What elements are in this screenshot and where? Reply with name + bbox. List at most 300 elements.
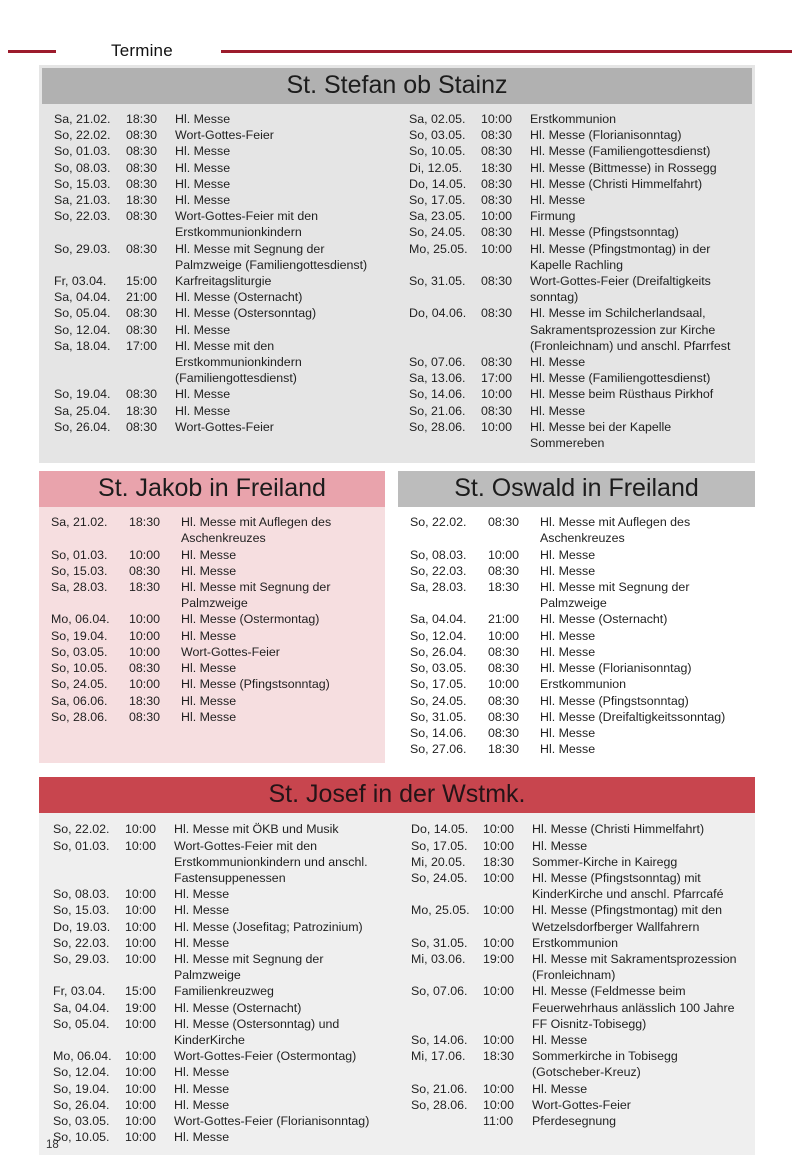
schedule-entry (53, 935, 389, 951)
entry-date: So, 03.05. (51, 644, 108, 659)
entry-time: 21:00 (126, 290, 158, 305)
entry-date: So, 22.02. (410, 515, 467, 530)
entry-date: Sa, 21.03. (54, 193, 111, 208)
entry-event: Hl. Messe (174, 1097, 230, 1112)
entry-event: Hl. Messe beim Rüsthaus Pirkhof (530, 387, 714, 402)
entry-date: So, 28.06. (51, 709, 108, 724)
entry-event: Hl. Messe (Pfingstsonntag) (181, 677, 330, 692)
entry-time: 18:30 (129, 515, 161, 530)
entry-time: 08:30 (129, 661, 161, 676)
entry-time: 15:00 (125, 984, 157, 999)
schedule-entry (53, 1000, 389, 1016)
entry-time: 18:30 (126, 193, 158, 208)
entry-date: So, 12.04. (410, 628, 467, 643)
entry-event: Hl. Messe (175, 193, 231, 208)
entry-time: 19:00 (125, 1000, 157, 1015)
entry-event: Hl. Messe (174, 935, 230, 950)
section-title-st-stefan: St. Stefan ob Stainz (42, 68, 752, 104)
st-josef-right-column (397, 813, 755, 1155)
schedule-entry (51, 579, 379, 611)
entry-date: So, 31.05. (411, 935, 468, 950)
entry-time: 10:00 (483, 838, 515, 853)
schedule-entry (51, 709, 379, 725)
schedule-entry (410, 563, 749, 579)
entry-time: 18:30 (483, 854, 515, 869)
entry-date: So, 08.03. (54, 160, 111, 175)
entry-date: Do, 19.03. (53, 919, 111, 934)
entry-date: Do, 14.05. (411, 822, 469, 837)
entry-date: So, 28.06. (411, 1097, 468, 1112)
entry-date: So, 24.05. (51, 677, 108, 692)
entry-time: 10:00 (129, 677, 161, 692)
entry-date: Sa, 18.04. (54, 338, 111, 353)
entry-date: So, 26.04. (54, 419, 111, 434)
entry-event: Wort-Gottes-Feier mit den Erstkommunionkindern (175, 209, 318, 240)
schedule-entry (54, 160, 391, 176)
entry-time: 08:30 (126, 419, 158, 434)
schedule-entry (411, 870, 747, 902)
entry-event: Erstkommunion (540, 677, 627, 692)
entry-date: So, 10.05. (409, 144, 466, 159)
entry-event: Hl. Messe (174, 1081, 230, 1096)
entry-time: 10:00 (125, 1130, 157, 1145)
entry-time: 08:30 (481, 144, 513, 159)
entry-date: So, 07.06. (409, 355, 466, 370)
entry-date: Fr, 03.04. (54, 274, 107, 289)
entry-event: Hl. Messe (540, 563, 596, 578)
schedule-entry (409, 419, 746, 451)
entry-event: Pferdesegnung (532, 1113, 617, 1128)
st-josef-columns (39, 813, 755, 1155)
entry-time: 18:30 (129, 580, 161, 595)
entry-event: Firmung (530, 209, 576, 224)
entry-event: Hl. Messe bei der Kapelle Sommereben (530, 419, 672, 451)
entry-event: Hl. Messe (530, 403, 586, 418)
entry-date: Mo, 06.04. (51, 612, 110, 627)
entry-time: 10:00 (125, 951, 157, 966)
entry-date: Mo, 25.05. (411, 903, 470, 918)
schedule-entry (411, 935, 747, 951)
st-jakob-entries (39, 507, 385, 731)
section-st-stefan (39, 65, 755, 463)
entry-event: Hl. Messe (540, 547, 596, 562)
entry-event: Hl. Messe (540, 644, 596, 659)
entry-date: So, 28.06. (409, 419, 466, 434)
entry-time: 08:30 (126, 322, 158, 337)
entry-date: So, 01.03. (53, 838, 110, 853)
entry-event: Erstkommunion (530, 112, 617, 126)
entry-time: 08:30 (481, 274, 513, 289)
entry-event: Hl. Messe (181, 693, 237, 708)
entry-date: So, 05.04. (54, 306, 111, 321)
schedule-entry (409, 241, 746, 273)
entry-date: So, 08.03. (410, 547, 467, 562)
entry-date: So, 22.03. (53, 935, 110, 950)
entry-time: 10:00 (125, 903, 157, 918)
entry-date: Sa, 21.02. (51, 515, 108, 530)
entry-date: So, 22.03. (54, 209, 111, 224)
entry-event: Hl. Messe (Pfingstsonntag) mit KinderKirche und anschl. Pfarrcafé (532, 870, 724, 902)
entry-time: 10:00 (483, 1097, 515, 1112)
schedule-entry (53, 919, 389, 935)
entry-event: Hl. Messe mit den Erstkommunionkindern (Familiengottesdienst) (175, 338, 302, 386)
entry-event: Hl. Messe mit Auflegen des Aschenkreuzes (181, 515, 332, 546)
entry-event: Hl. Messe mit Segnung der Palmzweige (Familiengottesdienst) (175, 241, 368, 272)
schedule-entry (53, 1081, 389, 1097)
schedule-entry (409, 354, 746, 370)
entry-event: Hl. Messe (Osternacht) (540, 612, 668, 627)
entry-date: So, 17.05. (410, 677, 467, 692)
entry-date: Mo, 25.05. (409, 241, 468, 256)
entry-time: 19:00 (483, 951, 515, 966)
schedule-entry (54, 127, 391, 143)
header-rule-left (8, 50, 56, 53)
entry-event: Hl. Messe (175, 176, 231, 191)
middle-sections-row (39, 471, 755, 763)
entry-date: So, 03.05. (409, 128, 466, 143)
entry-event: Hl. Messe (540, 742, 596, 757)
entry-time: 08:30 (126, 387, 158, 402)
entry-time: 10:00 (481, 419, 513, 434)
entry-date: So, 22.03. (410, 563, 467, 578)
schedule-entry (53, 1048, 389, 1064)
schedule-entry (410, 725, 749, 741)
schedule-entry (409, 176, 746, 192)
entry-time: 10:00 (125, 1097, 157, 1112)
entry-date: So, 24.05. (410, 693, 467, 708)
entry-date: So, 03.05. (410, 661, 467, 676)
entry-time: 10:00 (481, 387, 513, 402)
schedule-entry (409, 305, 746, 354)
entry-date: Do, 04.06. (409, 306, 467, 321)
entry-date: So, 12.04. (53, 1065, 110, 1080)
schedule-entry (53, 983, 389, 999)
st-josef-left-column (39, 813, 397, 1155)
schedule-entry (54, 322, 391, 338)
section-st-josef (39, 777, 755, 1155)
entry-event: Familienkreuzweg (174, 984, 274, 999)
schedule-entry (54, 305, 391, 321)
entry-event: Hl. Messe (532, 1032, 588, 1047)
schedule-entry (54, 241, 391, 273)
entry-date: Sa, 02.05. (409, 112, 466, 126)
entry-event: Hl. Messe mit Sakramentsprozession (Fronleichnam) (532, 951, 737, 983)
entry-time: 10:00 (481, 112, 513, 126)
entry-time: 08:30 (126, 306, 158, 321)
entry-time: 10:00 (129, 547, 161, 562)
entry-time: 10:00 (125, 887, 157, 902)
schedule-entry (410, 547, 749, 563)
st-oswald-entries (398, 507, 755, 763)
schedule-entry (409, 143, 746, 159)
entry-date: So, 15.03. (54, 176, 111, 191)
header-rule-right (221, 50, 792, 53)
entry-event: Hl. Messe mit Auflegen des Aschenkreuzes (540, 515, 691, 546)
entry-event: Hl. Messe (532, 838, 588, 853)
entry-event: Hl. Messe (Ostersonntag) und KinderKirche (174, 1016, 340, 1047)
schedule-entry (410, 693, 749, 709)
schedule-entry (410, 628, 749, 644)
entry-event: Hl. Messe (Ostersonntag) (175, 306, 317, 321)
page-title: Termine (111, 41, 173, 60)
entry-date: Sa, 04.04. (53, 1000, 110, 1015)
entry-date: Sa, 28.03. (51, 580, 108, 595)
entry-date: Sa, 28.03. (410, 580, 467, 595)
schedule-entry (51, 644, 379, 660)
entry-date: Sa, 25.04. (54, 403, 111, 418)
entry-time: 10:00 (488, 628, 520, 643)
entry-date: So, 15.03. (53, 903, 110, 918)
entry-time: 08:30 (126, 144, 158, 159)
entry-event: Hl. Messe (Christi Himmelfahrt) (532, 822, 705, 837)
entry-time: 10:00 (483, 903, 515, 918)
entry-time: 08:30 (488, 693, 520, 708)
schedule-content (0, 65, 794, 1155)
schedule-entry (54, 419, 391, 435)
entry-event: Hl. Messe (Pfingstsonntag) (540, 693, 689, 708)
entry-date: So, 29.03. (54, 241, 111, 256)
entry-event: Hl. Messe (181, 709, 237, 724)
entry-event: Sommerkirche in Tobisegg (Gotscheber-Kreuz) (532, 1049, 678, 1080)
entry-time: 10:00 (483, 935, 515, 950)
entry-event: Wort-Gottes-Feier (181, 644, 280, 659)
schedule-entry (53, 886, 389, 902)
schedule-entry (410, 709, 749, 725)
entry-event: Hl. Messe (Familiengottesdienst) (530, 144, 711, 159)
entry-time: 18:30 (483, 1049, 515, 1064)
entry-time: 08:30 (488, 644, 520, 659)
entry-time: 18:30 (481, 160, 513, 175)
entry-date: So, 29.03. (53, 951, 110, 966)
entry-time: 18:30 (129, 693, 161, 708)
entry-date: So, 14.06. (409, 387, 466, 402)
schedule-entry (53, 821, 389, 837)
entry-date: Sa, 04.04. (410, 612, 467, 627)
entry-time: 08:30 (126, 128, 158, 143)
entry-event: Hl. Messe mit Segnung der Palmzweige (181, 580, 331, 611)
entry-time: 10:00 (125, 919, 157, 934)
entry-time: 10:00 (481, 209, 513, 224)
entry-event: Hl. Messe (Florianisonntag) (530, 128, 682, 143)
schedule-entry (411, 902, 747, 934)
page-header-rule (0, 42, 794, 60)
entry-date: So, 19.04. (53, 1081, 110, 1096)
entry-event: Sommer-Kirche in Kairegg (532, 854, 678, 869)
schedule-entry (51, 514, 379, 546)
schedule-entry (51, 563, 379, 579)
schedule-entry (411, 854, 747, 870)
entry-time: 08:30 (129, 709, 161, 724)
entry-date: So, 31.05. (409, 274, 466, 289)
entry-event: Hl. Messe (Feldmesse beim Feuerwehrhaus anlässlich 100 Jahre FF Oisnitz-Tobisegg) (532, 984, 735, 1031)
entry-date: So, 26.04. (410, 644, 467, 659)
entry-date: Mi, 03.06. (411, 951, 466, 966)
entry-time: 18:30 (488, 742, 520, 757)
schedule-entry (54, 176, 391, 192)
entry-date: Sa, 21.02. (54, 112, 111, 126)
entry-time: 10:00 (483, 1032, 515, 1047)
entry-date: So, 17.05. (409, 193, 466, 208)
schedule-entry (53, 951, 389, 983)
entry-date: So, 10.05. (53, 1130, 110, 1145)
entry-date: So, 24.05. (411, 870, 468, 885)
entry-time: 08:30 (481, 193, 513, 208)
entry-event: Hl. Messe (Bittmesse) in Rossegg (530, 160, 717, 175)
entry-event: Hl. Messe im Schilcherlandsaal, Sakramentsprozession zur Kirche (Fronleichnam) und anschl. Pfarrfest (530, 306, 731, 353)
entry-date: So, 12.04. (54, 322, 111, 337)
entry-time: 08:30 (126, 176, 158, 191)
entry-event: Hl. Messe (181, 563, 237, 578)
entry-time: 10:00 (129, 644, 161, 659)
schedule-entry (53, 1113, 389, 1129)
entry-event: Erstkommunion (532, 935, 619, 950)
schedule-entry (409, 370, 746, 386)
entry-time: 11:00 (483, 1113, 514, 1128)
entry-event: Hl. Messe (175, 144, 231, 159)
entry-event: Wort-Gottes-Feier (Dreifaltigkeits sonntag) (530, 274, 711, 305)
entry-time: 10:00 (125, 935, 157, 950)
entry-event: Wort-Gottes-Feier mit den Erstkommunionkindern und anschl. Fastensuppenessen (174, 838, 368, 885)
schedule-entry (54, 273, 391, 289)
schedule-entry (410, 741, 749, 757)
entry-time: 08:30 (488, 709, 520, 724)
entry-time: 10:00 (483, 870, 515, 885)
schedule-entry (410, 660, 749, 676)
entry-time: 10:00 (129, 612, 161, 627)
schedule-entry (51, 611, 379, 627)
st-stefan-left-column (42, 104, 397, 457)
entry-event: Hl. Messe (Pfingstsonntag) (530, 225, 679, 240)
entry-event: Hl. Messe (181, 547, 237, 562)
entry-time: 08:30 (488, 661, 520, 676)
schedule-entry (54, 192, 391, 208)
entry-date: Sa, 13.06. (409, 371, 466, 386)
entry-time: 08:30 (481, 176, 513, 191)
entry-time: 10:00 (483, 984, 515, 999)
entry-time: 10:00 (125, 1065, 157, 1080)
entry-time: 08:30 (488, 515, 520, 530)
entry-date: So, 01.03. (51, 547, 108, 562)
entry-event: Wort-Gottes-Feier (Florianisonntag) (174, 1113, 370, 1128)
entry-time: 10:00 (483, 822, 515, 837)
entry-event: Hl. Messe (181, 628, 237, 643)
schedule-entry (53, 1064, 389, 1080)
schedule-entry (54, 208, 391, 240)
schedule-entry (411, 821, 747, 837)
schedule-entry (54, 289, 391, 305)
schedule-entry (411, 1048, 747, 1080)
schedule-entry (53, 1097, 389, 1113)
entry-date: So, 03.05. (53, 1113, 110, 1128)
schedule-entry (409, 192, 746, 208)
entry-event: Hl. Messe mit ÖKB und Musik (174, 822, 339, 837)
schedule-entry (54, 386, 391, 402)
entry-date: So, 15.03. (51, 563, 108, 578)
entry-date: Mi, 20.05. (411, 854, 466, 869)
schedule-entry (410, 611, 749, 627)
schedule-entry (409, 386, 746, 402)
entry-time: 15:00 (126, 274, 158, 289)
schedule-entry (54, 111, 391, 127)
entry-date: Sa, 06.06. (51, 693, 108, 708)
schedule-entry (54, 338, 391, 387)
schedule-entry (51, 628, 379, 644)
entry-event: Hl. Messe (175, 403, 231, 418)
section-title-st-josef: St. Josef in der Wstmk. (39, 777, 755, 813)
schedule-entry (409, 224, 746, 240)
entry-date: Fr, 03.04. (53, 984, 106, 999)
schedule-entry (411, 1032, 747, 1048)
entry-date: Sa, 04.04. (54, 290, 111, 305)
entry-date: So, 31.05. (410, 709, 467, 724)
entry-date: So, 24.05. (409, 225, 466, 240)
entry-date: So, 05.04. (53, 1016, 110, 1031)
schedule-entry (51, 547, 379, 563)
entry-time: 10:00 (125, 838, 157, 853)
entry-time: 10:00 (483, 1081, 515, 1096)
entry-event: Hl. Messe (530, 355, 586, 370)
entry-event: Hl. Messe (174, 1130, 230, 1145)
entry-time: 08:30 (126, 160, 158, 175)
entry-date: Mi, 17.06. (411, 1049, 466, 1064)
entry-time: 08:30 (488, 725, 520, 740)
entry-time: 08:30 (481, 306, 513, 321)
entry-date: So, 14.06. (411, 1032, 468, 1047)
entry-date: So, 27.06. (410, 742, 467, 757)
entry-time: 08:30 (481, 225, 513, 240)
entry-date: So, 10.05. (51, 661, 108, 676)
entry-time: 08:30 (126, 241, 158, 256)
schedule-entry (53, 1129, 389, 1145)
entry-event: Hl. Messe (Dreifaltigkeitssonntag) (540, 709, 726, 724)
schedule-entry (51, 676, 379, 692)
entry-date: So, 14.06. (410, 725, 467, 740)
entry-date: So, 22.02. (53, 822, 110, 837)
entry-date: So, 26.04. (53, 1097, 110, 1112)
schedule-entry (411, 1081, 747, 1097)
entry-date: So, 19.04. (54, 387, 111, 402)
entry-date: Sa, 23.05. (409, 209, 466, 224)
schedule-entry (409, 273, 746, 305)
entry-time: 08:30 (488, 563, 520, 578)
entry-date: So, 21.06. (411, 1081, 468, 1096)
schedule-entry (410, 514, 749, 546)
entry-event: Hl. Messe (175, 112, 231, 126)
entry-date: So, 08.03. (53, 887, 110, 902)
entry-event: Hl. Messe (Pfingstmontag) mit den Wetzelsdorfberger Wallfahrern (532, 903, 723, 934)
section-title-st-jakob: St. Jakob in Freiland (39, 471, 385, 507)
entry-event: Hl. Messe (540, 725, 596, 740)
schedule-entry (409, 403, 746, 419)
entry-event: Hl. Messe (Pfingstmontag) in der Kapelle Rachling (530, 241, 711, 272)
entry-date: So, 21.06. (409, 403, 466, 418)
schedule-entry (409, 208, 746, 224)
entry-event: Hl. Messe (Ostermontag) (181, 612, 320, 627)
entry-date: So, 17.05. (411, 838, 468, 853)
schedule-entry (411, 1113, 747, 1129)
entry-time: 18:30 (488, 580, 520, 595)
entry-time: 10:00 (488, 677, 520, 692)
schedule-entry (411, 838, 747, 854)
st-stefan-right-column (397, 104, 752, 457)
schedule-entry (53, 1016, 389, 1048)
schedule-entry (410, 644, 749, 660)
entry-time: 08:30 (126, 209, 158, 224)
entry-event: Hl. Messe (175, 387, 231, 402)
entry-time: 17:00 (126, 338, 158, 353)
schedule-entry (54, 403, 391, 419)
entry-date: Mo, 06.04. (53, 1049, 112, 1064)
